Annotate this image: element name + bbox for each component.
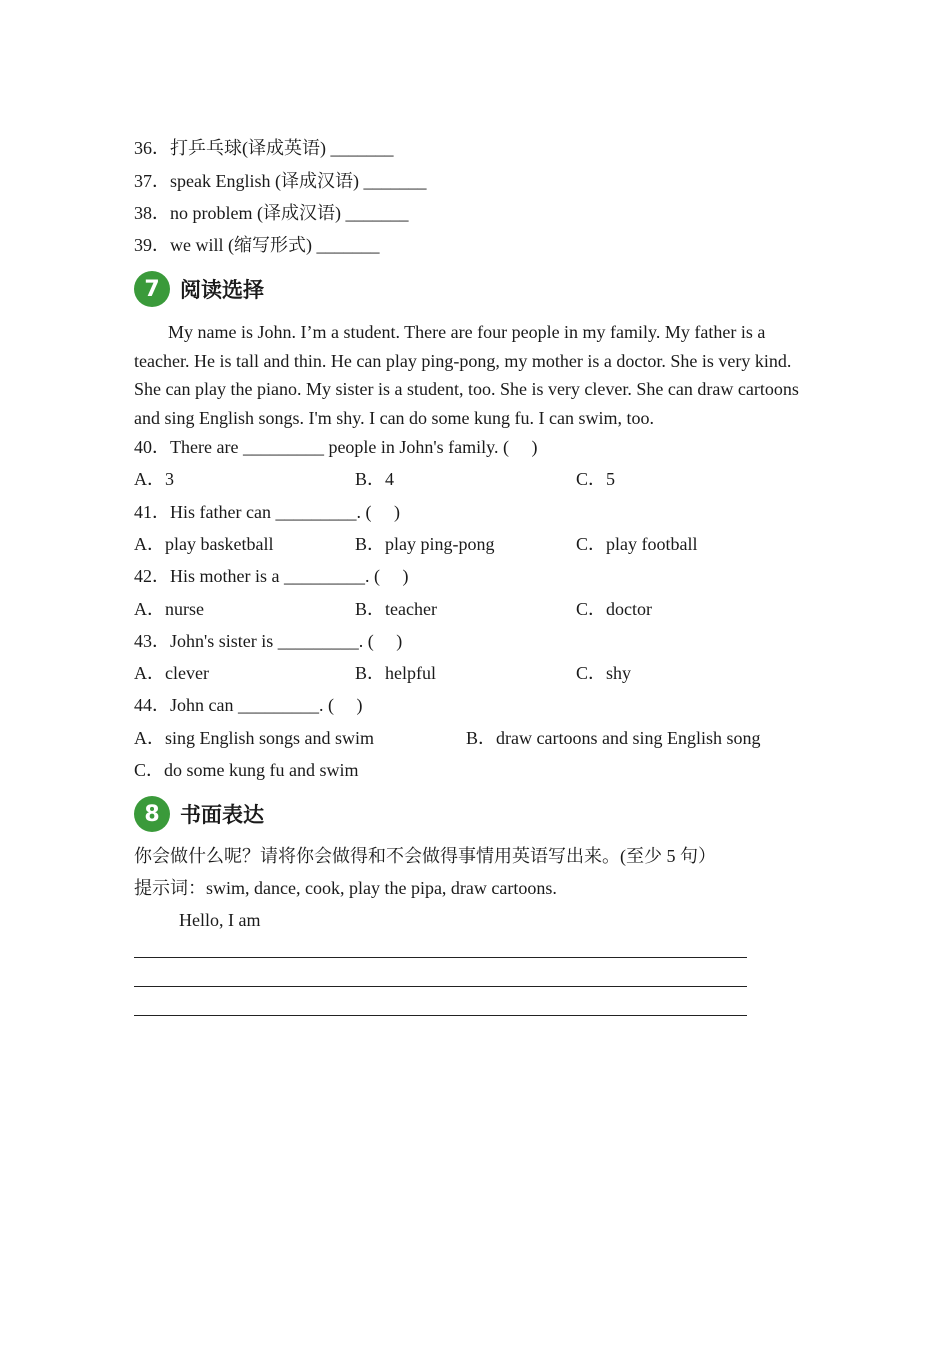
question-37: 37．speak English (译成汉语) _______	[134, 171, 427, 191]
option-40-b[interactable]: B．4	[355, 469, 395, 489]
writing-start: Hello, I am	[179, 910, 261, 930]
writing-line[interactable]	[134, 957, 747, 958]
writing-line[interactable]	[134, 1015, 747, 1016]
writing-prompt: 你会做什么呢？请将你会做得和不会做得事情用英语写出来。(至少 5 句）	[134, 846, 716, 866]
option-43-b[interactable]: B．helpful	[355, 663, 436, 683]
question-41: 41．His father can _________. ( )	[134, 502, 400, 522]
question-40: 40．There are _________ people in John's family. ( )	[134, 437, 538, 457]
question-43: 43．John's sister is _________. ( )	[134, 631, 403, 651]
option-41-c[interactable]: C．play football	[576, 534, 698, 554]
option-40-a[interactable]: A．3	[134, 469, 174, 489]
option-43-a[interactable]: A．clever	[134, 663, 209, 683]
option-42-b[interactable]: B．teacher	[355, 599, 437, 619]
section-7-heading	[134, 271, 264, 307]
option-44-b[interactable]: B．draw cartoons and sing English song	[466, 728, 761, 748]
question-42: 42．His mother is a _________. ( )	[134, 566, 409, 586]
question-44: 44．John can _________. ( )	[134, 695, 363, 715]
section-8-heading	[134, 796, 264, 832]
option-41-a[interactable]: A．play basketball	[134, 534, 274, 554]
question-36: 36．打乒乓球(译成英语) _______	[134, 138, 394, 158]
option-44-a[interactable]: A．sing English songs and swim	[134, 728, 375, 748]
section-title: 阅读选择	[180, 278, 264, 302]
option-41-b[interactable]: B．play ping-pong	[355, 534, 495, 554]
option-42-a[interactable]: A．nurse	[134, 599, 204, 619]
option-42-c[interactable]: C．doctor	[576, 599, 652, 619]
question-39: 39．we will (缩写形式) _______	[134, 235, 380, 255]
writing-line[interactable]	[134, 986, 747, 987]
section-number-badge: 7	[134, 271, 170, 307]
writing-hint: 提示词：swim, dance, cook, play the pipa, draw cartoons.	[134, 878, 557, 898]
option-44-c[interactable]: C．do some kung fu and swim	[134, 760, 359, 780]
question-38: 38．no problem (译成汉语) _______	[134, 203, 409, 223]
section-title: 书面表达	[180, 803, 264, 827]
section-number-badge: 8	[134, 796, 170, 832]
option-40-c[interactable]: C．5	[576, 469, 616, 489]
reading-passage: My name is John. I’m a student. There are four people in my family. My father is a teacher. He is tall and thin. He can play ping-pong, my mother is a doctor. She is very kind. She can play the piano. My sister is a student, too. She is very clever. She can draw cartoons and sing English songs. I'm shy. I can do some kung fu. I can swim, too.	[134, 322, 799, 429]
option-43-c[interactable]: C．shy	[576, 663, 632, 683]
